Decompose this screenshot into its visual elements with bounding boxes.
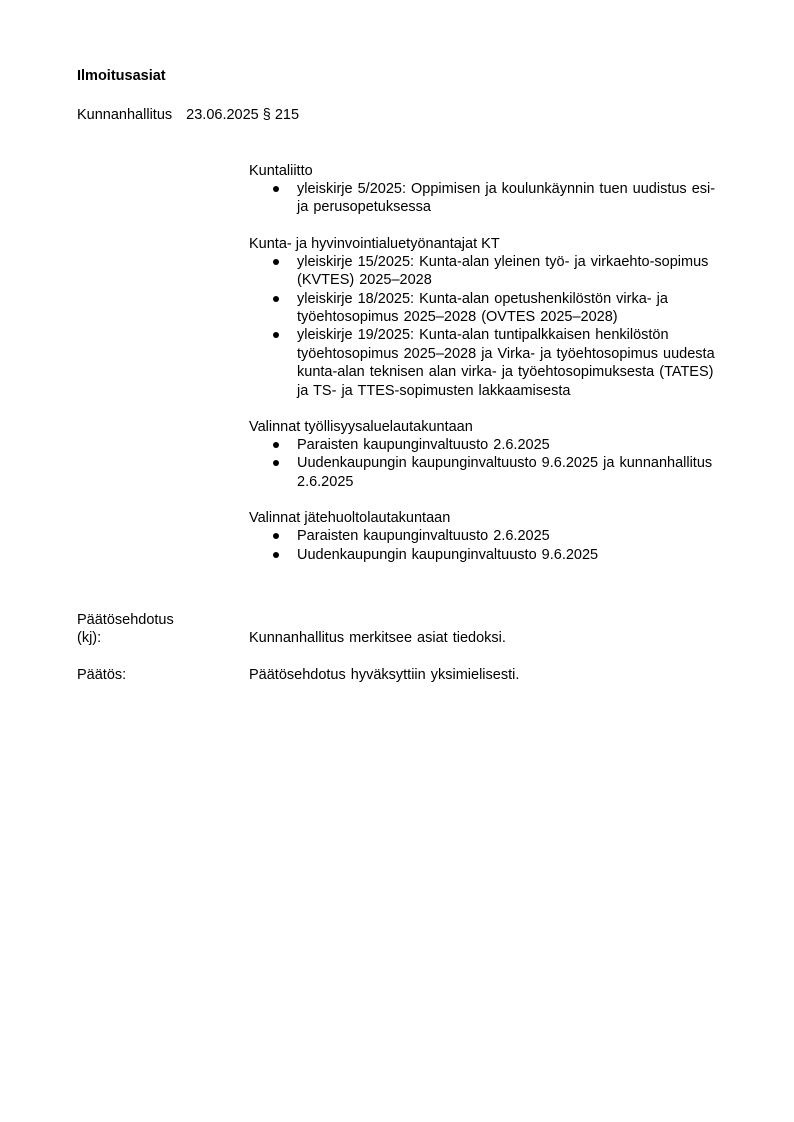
group-heading: Kuntaliitto [249, 163, 313, 179]
list-item [249, 436, 729, 454]
list-item-text: yleiskirje 18/2025: Kunta-alan opetushenkilöstön virka- ja työehtosopimus 2025–2028 (OVTES 2025–2028) [297, 290, 668, 326]
group-tyollisyysaluelautakunta [249, 418, 729, 491]
bullet-icon [273, 442, 279, 448]
list-item [249, 326, 729, 400]
bullet-icon [273, 533, 279, 539]
notice-groups [249, 162, 729, 582]
meeting-reference [77, 106, 299, 124]
proposal-label: Päätösehdotus [77, 612, 174, 628]
list-item [249, 527, 729, 545]
list-item-text: Uudenkaupungin kaupunginvaltuusto 9.6.2025 [297, 546, 599, 563]
bullet-icon [273, 186, 279, 192]
list-item [249, 454, 729, 491]
group-items [249, 527, 729, 564]
proposal-label-row [77, 611, 757, 629]
list-item-text: Paraisten kaupunginvaltuusto 2.6.2025 [297, 528, 550, 545]
list-item [249, 253, 729, 290]
bullet-icon [273, 332, 279, 338]
list-item [249, 290, 729, 327]
list-item [249, 546, 729, 564]
bullet-icon [273, 259, 279, 265]
list-item-text: yleiskirje 19/2025: Kunta-alan tuntipalkkaisen henkilöstön työehtosopimus 2025–2028 ja Virka- ja työehtosopimus uudesta kunta-alan teknisen alan virka- ja työehtosopimuksesta (TATES) ja TS- ja TTES-sopimusten lakkaamisesta [297, 327, 715, 399]
proposal-text: Kunnanhallitus merkitsee asiat tiedoksi. [249, 630, 506, 647]
decision-row [77, 666, 757, 684]
meeting-date-section: 23.06.2025 § 215 [186, 107, 300, 123]
list-item-text: Paraisten kaupunginvaltuusto 2.6.2025 [297, 437, 550, 454]
group-items [249, 180, 729, 217]
decision-text: Päätösehdotus hyväksyttiin yksimielisesti. [249, 666, 520, 683]
meeting-body: Kunnanhallitus [77, 107, 173, 123]
list-item-text: yleiskirje 15/2025: Kunta-alan yleinen työ- ja virkaehto-sopimus (KVTES) 2025–2028 [297, 253, 709, 289]
group-items [249, 253, 729, 400]
group-jatehuoltolautakunta [249, 509, 729, 564]
group-kuntaliitto [249, 162, 729, 217]
decision-section [77, 611, 757, 684]
proposal-row [77, 629, 757, 647]
group-heading: Valinnat jätehuoltolautakuntaan [249, 510, 451, 527]
group-kt [249, 235, 729, 400]
decision-label: Päätös: [77, 666, 127, 683]
group-items [249, 436, 729, 491]
group-heading: Valinnat työllisyysaluelautakuntaan [249, 419, 473, 436]
list-item [249, 180, 729, 217]
document-title: Ilmoitusasiat [77, 68, 166, 84]
bullet-icon [273, 460, 279, 466]
bullet-icon [273, 296, 279, 302]
proposal-label-suffix: (kj): [77, 630, 102, 647]
group-heading: Kunta- ja hyvinvointialuetyönantajat KT [249, 235, 500, 252]
list-item-text: yleiskirje 5/2025: Oppimisen ja koulunkäynnin tuen uudistus esi- ja perusopetuksessa [297, 181, 716, 216]
bullet-icon [273, 552, 279, 558]
list-item-text: Uudenkaupungin kaupunginvaltuusto 9.6.2025 ja kunnanhallitus 2.6.2025 [297, 455, 713, 490]
